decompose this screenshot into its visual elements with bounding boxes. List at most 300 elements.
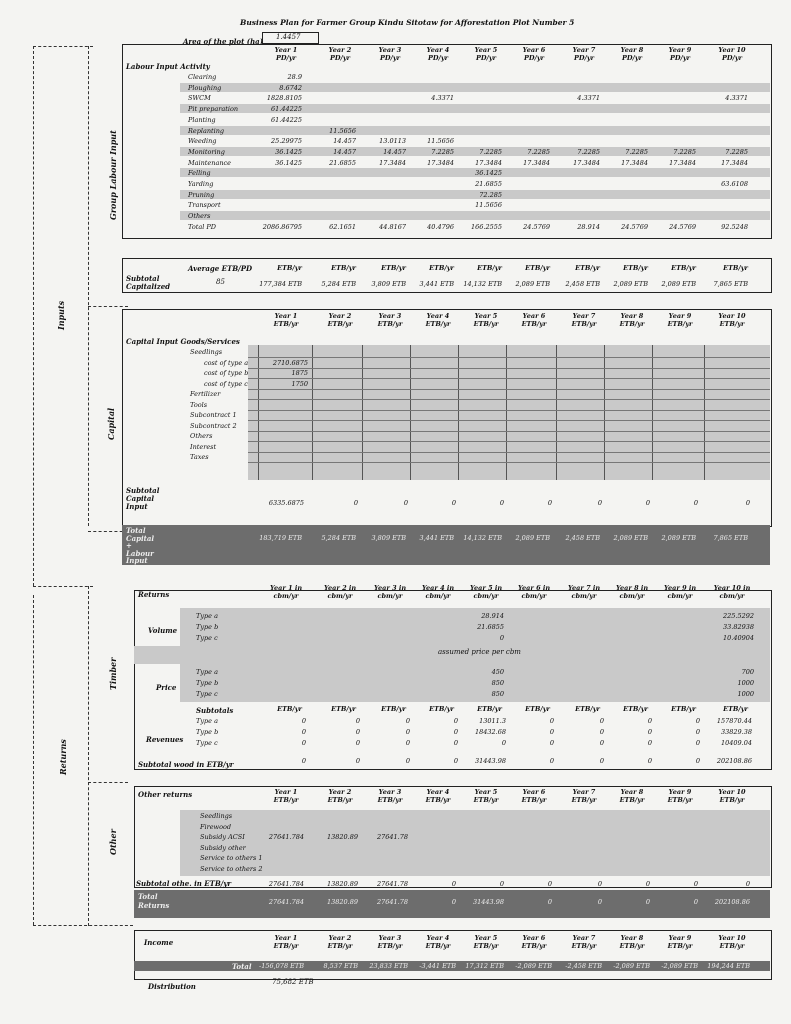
timber-etb-header: ETB/yr [623, 705, 648, 713]
income-total-cell: -2,458 ETB [565, 962, 602, 970]
revenue-cell: 0 [695, 739, 700, 747]
side-label-group-labour: Group Labour Input [108, 130, 118, 220]
distribution-value: 75,682 ETB [272, 978, 314, 986]
timber-subtotal-cell: 0 [599, 757, 604, 765]
income-total-cell: 194,244 ETB [707, 962, 750, 970]
labour-cell: 61.44225 [270, 105, 302, 114]
capital-row-label: cost of type b [204, 369, 249, 377]
capital-row-label: Fertilizer [190, 390, 221, 398]
labour-row-label: Felling [188, 169, 211, 178]
total-input-label: Total Capital + Labour Input [126, 526, 155, 565]
capital-subtotal-cell: 0 [451, 499, 456, 507]
revenue-cell: 13011.3 [479, 717, 506, 725]
total-returns-label: Total Returns [138, 892, 170, 910]
side-label-capital: Capital [106, 407, 116, 440]
capital-year-header-6: Year 6 ETB/yr [521, 312, 547, 328]
labour-subtotal-cell: 2,089 ETB [613, 280, 648, 288]
labour-cell: 44.8167 [379, 222, 406, 231]
labour-cell: 40.4796 [427, 222, 454, 231]
volume-type-label: Type a [196, 612, 218, 620]
total-returns-cell: 0 [451, 898, 456, 906]
total-input-cell: 2,089 ETB [613, 534, 648, 542]
labour-cell: 28.914 [577, 222, 600, 231]
timber-etb-header: ETB/yr [277, 705, 302, 713]
timber-etb-header: ETB/yr [381, 705, 406, 713]
revenue-cell: 0 [453, 739, 458, 747]
labour-cell: 7.2285 [479, 147, 502, 156]
labour-row-label: Others [188, 212, 211, 221]
labour-etb-header: ETB/yr [723, 264, 748, 272]
timber-subtotal-cell: 0 [647, 757, 652, 765]
avg-etb-label: Average ETB/PD [188, 264, 253, 273]
labour-etb-header: ETB/yr [429, 264, 454, 272]
labour-cell: 17.3484 [475, 158, 502, 167]
capital-row-label: Subcontract 1 [190, 411, 237, 419]
labour-cell: 7.2285 [673, 147, 696, 156]
capital-cell: 2710.6875 [272, 358, 308, 367]
labour-cell: 8.6742 [279, 83, 302, 92]
labour-year-header-1: Year 1 PD/yr [274, 46, 298, 62]
labour-subtotal-cell: 14,132 ETB [463, 280, 502, 288]
timber-etb-header: ETB/yr [575, 705, 600, 713]
labour-row-label: Transport [188, 201, 221, 210]
volume-cell: 0 [499, 634, 504, 642]
labour-cell: 11.5656 [329, 126, 356, 135]
revenue-cell: 0 [647, 739, 652, 747]
avg-etb-value: 85 [216, 278, 225, 286]
capital-year-header-4: Year 4 ETB/yr [425, 312, 451, 328]
labour-row-label: Total PD [188, 222, 216, 231]
income-total-label: Total [232, 962, 252, 971]
income-total-cell: -156,078 ETB [259, 962, 304, 970]
capital-subtotal-cell: 0 [403, 499, 408, 507]
labour-cell: 36.1425 [275, 158, 302, 167]
timber-etb-header: ETB/yr [477, 705, 502, 713]
revenue-cell: 0 [405, 717, 410, 725]
timber-year-header-8: Year 8 in cbm/yr [615, 584, 649, 600]
other-subtotal-cell: 13820.89 [326, 880, 358, 888]
total-returns-cell: 0 [693, 898, 698, 906]
capital-year-header-8: Year 8 ETB/yr [619, 312, 645, 328]
total-input-cell: 5,284 ETB [321, 534, 356, 542]
other-subtotal-cell: 0 [693, 880, 698, 888]
total-input-cell: 14,132 ETB [463, 534, 502, 542]
labour-etb-header: ETB/yr [525, 264, 550, 272]
labour-row-label: Maintenance [188, 158, 231, 167]
income-year-header-8: Year 8 ETB/yr [619, 934, 645, 950]
labour-cell: 7.2285 [725, 147, 748, 156]
labour-cell: 25.29975 [270, 137, 302, 146]
labour-subtotal-cell: 2,089 ETB [515, 280, 550, 288]
labour-year-header-8: Year 8 PD/yr [620, 46, 644, 62]
labour-cell: 28.9 [287, 73, 302, 81]
other-year-header-2: Year 2 ETB/yr [327, 788, 353, 804]
total-returns-cell: 0 [547, 898, 552, 906]
revenue-cell: 33829.38 [720, 728, 752, 736]
other-year-header-7: Year 7 ETB/yr [571, 788, 597, 804]
revenue-cell: 157870.44 [716, 717, 752, 725]
timber-year-header-2: Year 2 in cbm/yr [323, 584, 357, 600]
other-year-header-9: Year 9 ETB/yr [667, 788, 693, 804]
labour-year-header-10: Year 10 PD/yr [718, 46, 746, 62]
labour-year-header-2: Year 2 PD/yr [328, 46, 352, 62]
volume-type-label: Type b [196, 623, 219, 631]
labour-cell: 1828.8105 [266, 94, 302, 103]
labour-cell: 7.2285 [527, 147, 550, 156]
other-year-header-4: Year 4 ETB/yr [425, 788, 451, 804]
revenue-cell: 0 [453, 717, 458, 725]
revenue-cell: 0 [501, 739, 506, 747]
timber-year-header-4: Year 4 in cbm/yr [421, 584, 455, 600]
timber-etb-header: ETB/yr [331, 705, 356, 713]
timber-subtotal-cell: 0 [695, 757, 700, 765]
volume-cell: 28.914 [481, 612, 504, 620]
labour-cell: 4.3371 [725, 94, 748, 103]
labour-year-header-3: Year 3 PD/yr [378, 46, 402, 62]
volume-cell: 225.5292 [722, 612, 754, 620]
labour-cell: 36.1425 [275, 147, 302, 156]
price-cell: 850 [491, 679, 504, 687]
other-cell: 13820.89 [326, 833, 358, 841]
labour-subtotal-cell: 2,089 ETB [661, 280, 696, 288]
revenue-cell: 0 [405, 739, 410, 747]
side-label-timber: Timber [108, 657, 118, 690]
capital-year-header-1: Year 1 ETB/yr [273, 312, 299, 328]
revenue-cell: 0 [549, 739, 554, 747]
price-cell: 1000 [737, 679, 754, 687]
timber-subtotal-cell: 0 [355, 757, 360, 765]
labour-cell: 72.285 [479, 190, 502, 199]
income-year-header-1: Year 1 ETB/yr [273, 934, 299, 950]
labour-year-header-7: Year 7 PD/yr [572, 46, 596, 62]
capital-subtotal-cell: 0 [597, 499, 602, 507]
income-year-header-9: Year 9 ETB/yr [667, 934, 693, 950]
timber-year-header-6: Year 6 in cbm/yr [517, 584, 551, 600]
capital-row-label: Others [190, 432, 213, 440]
volume-label: Volume [148, 626, 178, 635]
labour-cell: 14.457 [333, 137, 356, 146]
total-input-cell: 3,441 ETB [419, 534, 454, 542]
revenue-cell: 0 [301, 728, 306, 736]
price-type-label: Type b [196, 679, 219, 687]
capital-cell: 1750 [291, 379, 308, 388]
volume-cell: 10.40904 [722, 634, 754, 642]
total-input-cell: 2,458 ETB [565, 534, 600, 542]
capital-row-label: Seedlings [190, 348, 223, 356]
capital-subtotal-cell: 0 [547, 499, 552, 507]
labour-row-label: Monitoring [188, 147, 225, 156]
capital-subtotal-cell: 0 [645, 499, 650, 507]
other-row-label: Seedlings [200, 812, 233, 820]
income-total-cell: -2,089 ETB [515, 962, 552, 970]
revenue-cell: 10409.04 [720, 739, 752, 747]
capital-row-label: Taxes [190, 453, 209, 461]
other-cell: 27641.78 [376, 833, 408, 841]
labour-row-label: Replanting [188, 126, 225, 135]
labour-etb-header: ETB/yr [331, 264, 356, 272]
labour-cell: 17.3484 [523, 158, 550, 167]
labour-cell: 62.1651 [329, 222, 356, 231]
other-year-header-6: Year 6 ETB/yr [521, 788, 547, 804]
revenue-cell: 0 [355, 728, 360, 736]
other-row-label: Service to others 1 [200, 854, 263, 862]
labour-etb-header: ETB/yr [477, 264, 502, 272]
income-year-header-2: Year 2 ETB/yr [327, 934, 353, 950]
revenue-cell: 0 [405, 728, 410, 736]
price-cell: 450 [491, 668, 504, 676]
timber-subtotal-cell: 0 [405, 757, 410, 765]
timber-etb-header: ETB/yr [671, 705, 696, 713]
price-label: Price [156, 683, 177, 692]
capital-subtotal-cell: 0 [499, 499, 504, 507]
revenue-cell: 0 [695, 728, 700, 736]
other-subtotal-cell: 0 [645, 880, 650, 888]
labour-cell: 63.6108 [721, 180, 748, 188]
revenue-cell: 0 [549, 717, 554, 725]
labour-cell: 24.5769 [669, 222, 696, 231]
other-subtotal-cell: 0 [745, 880, 750, 888]
income-year-header-3: Year 3 ETB/yr [377, 934, 403, 950]
labour-cell: 14.457 [333, 147, 356, 156]
labour-cell: 17.3484 [379, 158, 406, 167]
timber-year-header-9: Year 9 in cbm/yr [663, 584, 697, 600]
labour-cell: 11.5656 [475, 201, 502, 210]
other-subtotal-label: Subtotal othe. in ETB/yr [136, 879, 232, 888]
timber-subtotal-cell: 202108.86 [716, 757, 752, 765]
labour-cell: 17.3484 [573, 158, 600, 167]
income-year-header-5: Year 5 ETB/yr [473, 934, 499, 950]
total-returns-cell: 27641.784 [268, 898, 304, 906]
labour-cell: 13.0113 [379, 137, 406, 146]
other-header: Other returns [138, 790, 193, 799]
labour-etb-header: ETB/yr [381, 264, 406, 272]
revenues-label: Revenues [146, 735, 184, 744]
total-input-cell: 2,089 ETB [515, 534, 550, 542]
revenue-cell: 0 [301, 717, 306, 725]
price-type-label: Type c [196, 690, 218, 698]
labour-etb-header: ETB/yr [671, 264, 696, 272]
total-input-bar [122, 525, 770, 565]
plot-area-label: Area of the plot (ha) [183, 37, 264, 46]
revenue-cell: 0 [549, 728, 554, 736]
labour-subtotal-cell: 3,809 ETB [371, 280, 406, 288]
capital-row-label: Interest [190, 442, 217, 451]
total-input-cell: 2,089 ETB [661, 534, 696, 542]
labour-row-label: Yarding [188, 180, 214, 188]
timber-year-header-5: Year 5 in cbm/yr [469, 584, 503, 600]
price-cell: 1000 [737, 690, 754, 698]
labour-cell: 61.44225 [270, 115, 302, 124]
price-cell: 850 [491, 690, 504, 698]
revenue-cell: 0 [599, 728, 604, 736]
income-year-header-10: Year 10 ETB/yr [718, 934, 746, 950]
other-row-label: Subsidy other [200, 843, 246, 852]
subtotal-capitalized-label: Subtotal Capitalized [126, 274, 171, 291]
labour-year-header-4: Year 4 PD/yr [426, 46, 450, 62]
other-subtotal-cell: 0 [499, 880, 504, 888]
timber-year-header-10: Year 10 in cbm/yr [713, 584, 751, 600]
labour-subtotal-cell: 7,865 ETB [713, 280, 748, 288]
total-returns-cell: 0 [597, 898, 602, 906]
capital-subtotal-cell: 0 [693, 499, 698, 507]
side-label-returns: Returns [58, 739, 68, 775]
labour-subtotal-cell: 177,384 ETB [259, 280, 302, 288]
other-subtotal-cell: 27641.78 [376, 880, 408, 888]
income-total-cell: 17,312 ETB [465, 962, 504, 970]
revenue-cell: 0 [599, 739, 604, 747]
other-row-label: Service to others 2 [200, 864, 263, 873]
timber-year-header-1: Year 1 in cbm/yr [269, 584, 303, 600]
other-year-header-5: Year 5 ETB/yr [473, 788, 499, 804]
total-returns-cell: 202108.86 [714, 898, 750, 906]
distribution-label: Distribution [148, 982, 196, 991]
labour-cell: 21.6855 [329, 158, 356, 167]
labour-subtotal-cell: 2,458 ETB [565, 280, 600, 288]
labour-cell: 4.3371 [577, 94, 600, 103]
capital-row-label: cost of type c [204, 379, 248, 388]
side-label-other: Other [108, 829, 118, 855]
revenue-type-label: Type a [196, 717, 218, 725]
capital-subtotal-cell: 0 [745, 499, 750, 507]
total-input-cell: 3,809 ETB [371, 534, 406, 542]
total-returns-cell: 0 [645, 898, 650, 906]
labour-row-label: Clearing [188, 73, 217, 81]
revenue-cell: 0 [355, 739, 360, 747]
volume-cell: 21.6855 [477, 623, 504, 631]
labour-row-label: Pruning [188, 190, 215, 199]
timber-subtotal-cell: 31443.98 [474, 757, 506, 765]
revenue-cell: 18432.68 [474, 728, 506, 736]
other-subtotal-cell: 0 [547, 880, 552, 888]
capital-row-label: cost of type a [204, 358, 249, 367]
income-total-cell: 8,537 ETB [323, 962, 358, 970]
income-total-cell: -2,089 ETB [613, 962, 650, 970]
other-year-header-8: Year 8 ETB/yr [619, 788, 645, 804]
labour-cell: 17.3484 [669, 158, 696, 167]
labour-cell: 4.3371 [431, 94, 454, 103]
timber-returns-label: Returns [138, 590, 170, 599]
timber-subtotal-cell: 0 [301, 757, 306, 765]
labour-etb-header: ETB/yr [575, 264, 600, 272]
revenue-cell: 0 [599, 717, 604, 725]
labour-cell: 7.2285 [625, 147, 648, 156]
total-returns-cell: 27641.78 [376, 898, 408, 906]
other-subtotal-cell: 27641.784 [268, 880, 304, 888]
plot-area-value: 1.4457 [276, 33, 301, 41]
labour-row-label: Pit preparation [188, 105, 239, 114]
labour-year-header-5: Year 5 PD/yr [474, 46, 498, 62]
other-row-label: Firewood [200, 822, 232, 831]
income-total-cell: 23,833 ETB [369, 962, 408, 970]
labour-cell: 24.5769 [621, 222, 648, 231]
income-year-header-6: Year 6 ETB/yr [521, 934, 547, 950]
labour-cell: 36.1425 [475, 169, 502, 178]
labour-cell: 17.3484 [721, 158, 748, 167]
timber-etb-header: ETB/yr [723, 705, 748, 713]
volume-type-label: Type c [196, 634, 218, 642]
labour-cell: 166.2555 [470, 222, 502, 231]
labour-subtotal-cell: 5,284 ETB [321, 280, 356, 288]
capital-year-header-5: Year 5 ETB/yr [473, 312, 499, 328]
labour-etb-header: ETB/yr [277, 264, 302, 272]
revenue-cell: 0 [355, 717, 360, 725]
revenue-cell: 0 [647, 728, 652, 736]
labour-year-header-9: Year 9 PD/yr [668, 46, 692, 62]
income-total-cell: -3,441 ETB [419, 962, 456, 970]
labour-cell: 21.6855 [475, 180, 502, 188]
labour-cell: 17.3484 [427, 158, 454, 167]
labour-cell: 17.3484 [621, 158, 648, 167]
labour-cell: 7.2285 [577, 147, 600, 156]
capital-cell: 1875 [291, 369, 308, 377]
other-year-header-3: Year 3 ETB/yr [377, 788, 403, 804]
income-label: Income [144, 938, 174, 947]
revenue-cell: 0 [647, 717, 652, 725]
revenue-cell: 0 [695, 717, 700, 725]
timber-subtotal-cell: 0 [453, 757, 458, 765]
total-returns-cell: 31443.98 [472, 898, 504, 906]
labour-year-header-6: Year 6 PD/yr [522, 46, 546, 62]
capital-subtotal-cell: 6335.6875 [268, 499, 304, 507]
timber-subtotal-label: Subtotal wood in ETB/yr [138, 760, 234, 769]
capital-year-header-7: Year 7 ETB/yr [571, 312, 597, 328]
capital-row-label: Tools [190, 400, 208, 409]
labour-row-label: Ploughing [188, 83, 222, 92]
labour-row-label: Planting [188, 115, 216, 124]
labour-row-label: SWCM [188, 94, 211, 103]
timber-year-header-3: Year 3 in cbm/yr [373, 584, 407, 600]
capital-row-label: Subcontract 2 [190, 421, 237, 430]
timber-subtotal-cell: 0 [549, 757, 554, 765]
capital-subtotal-label: Subtotal Capital Input [126, 486, 160, 511]
labour-cell: 92.5248 [721, 222, 748, 231]
total-returns-cell: 13820.89 [326, 898, 358, 906]
total-input-cell: 7,865 ETB [713, 534, 748, 542]
income-year-header-4: Year 4 ETB/yr [425, 934, 451, 950]
timber-etb-header: ETB/yr [429, 705, 454, 713]
other-subtotal-cell: 0 [597, 880, 602, 888]
labour-cell: 11.5656 [427, 137, 454, 146]
volume-cell: 33.82938 [722, 623, 754, 631]
labour-cell: 7.2285 [431, 147, 454, 156]
capital-header: Capital Input Goods/Services [126, 337, 240, 346]
labour-cell: 2086.86795 [262, 222, 302, 231]
other-year-header-10: Year 10 ETB/yr [718, 788, 746, 804]
price-cell: 700 [741, 668, 754, 676]
other-cell: 27641.784 [268, 833, 304, 841]
income-year-header-7: Year 7 ETB/yr [571, 934, 597, 950]
other-row-label: Subsidy ACSI [200, 833, 245, 841]
income-total-cell: -2,089 ETB [661, 962, 698, 970]
labour-subtotal-cell: 3,441 ETB [419, 280, 454, 288]
total-input-cell: 183,719 ETB [259, 534, 302, 542]
capital-year-header-3: Year 3 ETB/yr [377, 312, 403, 328]
labour-etb-header: ETB/yr [623, 264, 648, 272]
capital-subtotal-cell: 0 [353, 499, 358, 507]
other-year-header-1: Year 1 ETB/yr [273, 788, 299, 804]
timber-year-header-7: Year 7 in cbm/yr [567, 584, 601, 600]
other-subtotal-cell: 0 [451, 880, 456, 888]
timber-etb-header: ETB/yr [525, 705, 550, 713]
side-label-inputs: Inputs [56, 300, 66, 330]
revenue-type-label: Type c [196, 739, 218, 747]
price-type-label: Type a [196, 668, 218, 676]
revenue-cell: 0 [301, 739, 306, 747]
capital-year-header-9: Year 9 ETB/yr [667, 312, 693, 328]
price-banner: assumed price per cbm [438, 648, 521, 656]
page-title: Business Plan for Farmer Group Kindu Sitotaw for Afforestation Plot Number 5 [240, 18, 575, 27]
subtotals-label: Subtotals [196, 706, 234, 715]
